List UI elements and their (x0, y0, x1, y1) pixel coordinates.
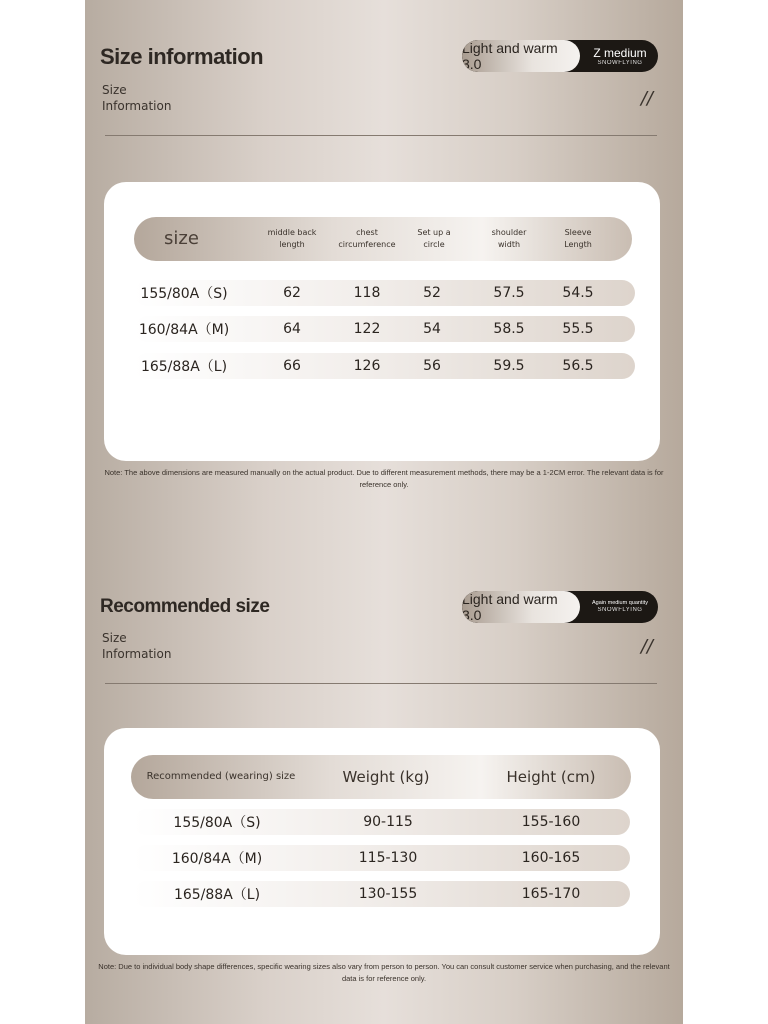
badge-dark-main: Again medium quantity (592, 599, 648, 606)
cell-back-length: 62 (283, 285, 301, 301)
cell-back-length: 66 (283, 358, 301, 374)
badge-dark-sub: SNOWFLYING (597, 59, 643, 66)
section-title-recommended-size: Recommended size (100, 596, 270, 617)
badge-light-label: Light and warm 3.0 (462, 591, 580, 623)
cell-size: 165/88A（L) (140, 359, 228, 375)
cell-circle: 56 (423, 358, 441, 374)
wearing-note: Note: Due to individual body shape differences, specific wearing sizes also vary from person to person. You can consult customer service when purchasing, and the relevant data is for reference only. (98, 962, 670, 983)
cell-shoulder: 59.5 (493, 358, 525, 374)
table-row (133, 845, 630, 871)
header-chest: chest circumference (338, 228, 396, 249)
table-row (134, 316, 635, 342)
subtitle-line-1: Size (102, 83, 127, 97)
subtitle-size (102, 82, 171, 114)
table-row (134, 353, 635, 379)
cell-sleeve: 55.5 (562, 321, 594, 337)
header-recommended-size: Recommended (wearing) size (146, 771, 296, 782)
header-sleeve: Sleeve Length (564, 228, 592, 249)
table-row (133, 881, 630, 907)
section-title-size-information: Size information (100, 44, 264, 69)
cell-height: 160-165 (521, 850, 581, 866)
brand-badge (462, 591, 658, 623)
badge-dark-sub: SNOWFLYING (597, 607, 643, 614)
decorative-slashes: // (640, 636, 653, 657)
cell-chest: 118 (353, 285, 381, 301)
cell-circle: 52 (423, 285, 441, 301)
size-table-card (104, 182, 660, 461)
size-chart-panel (85, 0, 683, 1024)
subtitle-line-2: Information (102, 99, 172, 113)
table-row (134, 280, 635, 306)
cell-chest: 126 (353, 358, 381, 374)
badge-dark-label (582, 591, 658, 623)
cell-sleeve: 54.5 (562, 285, 594, 301)
cell-shoulder: 57.5 (493, 285, 525, 301)
cell-sleeve: 56.5 (562, 358, 594, 374)
cell-chest: 122 (353, 321, 381, 337)
header-height: Height (cm) (506, 768, 596, 786)
cell-height: 165-170 (521, 886, 581, 902)
cell-size: 165/88A（L) (173, 887, 261, 903)
header-weight: Weight (kg) (342, 768, 430, 786)
subtitle-size (102, 630, 171, 662)
subtitle-line-2: Information (102, 647, 172, 661)
header-circle: Set up a circle (417, 228, 451, 249)
divider (105, 683, 657, 684)
badge-dark-label (582, 40, 658, 72)
brand-badge (462, 40, 658, 72)
recommendation-table-card (104, 728, 660, 955)
decorative-slashes: // (640, 88, 653, 109)
table-row (133, 809, 630, 835)
table-header (131, 755, 631, 799)
cell-shoulder: 58.5 (493, 321, 525, 337)
cell-circle: 54 (423, 321, 441, 337)
cell-weight: 90-115 (363, 814, 413, 830)
header-back-length: middle back length (267, 228, 317, 249)
cell-height: 155-160 (521, 814, 581, 830)
cell-size: 155/80A（S) (173, 815, 261, 831)
header-size: size (164, 228, 199, 249)
cell-size: 155/80A（S) (140, 286, 228, 302)
cell-size: 160/84A（M) (171, 851, 263, 867)
subtitle-line-1: Size (102, 631, 127, 645)
cell-weight: 130-155 (358, 886, 418, 902)
badge-dark-main: Z medium (593, 45, 647, 60)
header-shoulder: shoulder width (491, 228, 527, 249)
cell-size: 160/84A（M) (138, 322, 230, 338)
table-header (134, 217, 632, 261)
badge-light-label: Light and warm 3.0 (462, 40, 580, 72)
divider (105, 135, 657, 136)
measurement-note: Note: The above dimensions are measured manually on the actual product. Due to different measurement methods, there may be a 1-2CM error. The relevant data is for reference only. (104, 468, 664, 489)
cell-weight: 115-130 (358, 850, 418, 866)
cell-back-length: 64 (283, 321, 301, 337)
